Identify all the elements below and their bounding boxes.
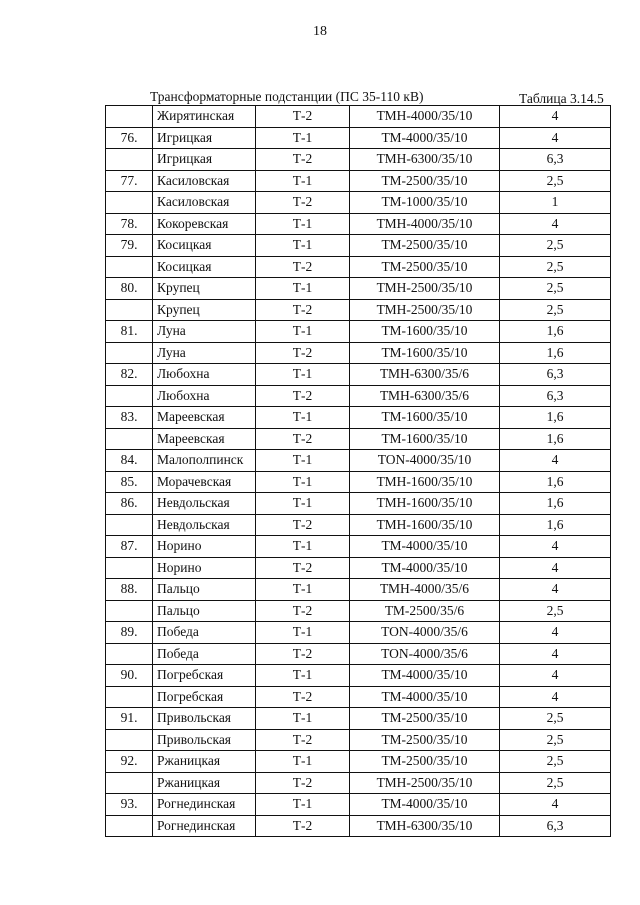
row-number-cell bbox=[106, 815, 153, 837]
row-number-cell bbox=[106, 600, 153, 622]
transformer-type-cell: ТМН-4000/35/10 bbox=[350, 213, 500, 235]
table-row bbox=[106, 665, 611, 687]
transformer-type-cell: ТМН-2500/35/10 bbox=[350, 772, 500, 794]
row-number-cell: 82. bbox=[106, 364, 153, 386]
transformer-type-cell: TON-4000/35/6 bbox=[350, 622, 500, 644]
row-number-cell bbox=[106, 686, 153, 708]
transformer-type-cell: ТМ-2500/35/10 bbox=[350, 256, 500, 278]
substation-name-cell: Норино bbox=[153, 536, 256, 558]
power-cell: 2,5 bbox=[500, 170, 611, 192]
transformer-type-cell: ТМ-2500/35/10 bbox=[350, 235, 500, 257]
substation-name-cell: Любохна bbox=[153, 385, 256, 407]
table-row bbox=[106, 686, 611, 708]
transformer-id-cell: Т-1 bbox=[256, 235, 350, 257]
row-number-cell: 78. bbox=[106, 213, 153, 235]
row-number-cell: 81. bbox=[106, 321, 153, 343]
table-row bbox=[106, 170, 611, 192]
table-row bbox=[106, 600, 611, 622]
substation-name-cell: Мареевская bbox=[153, 428, 256, 450]
transformer-type-cell: ТМ-2500/35/10 bbox=[350, 751, 500, 773]
transformer-id-cell: Т-1 bbox=[256, 579, 350, 601]
transformer-type-cell: ТМ-1600/35/10 bbox=[350, 342, 500, 364]
transformer-type-cell: ТМН-6300/35/10 bbox=[350, 149, 500, 171]
power-cell: 4 bbox=[500, 213, 611, 235]
row-number-cell bbox=[106, 192, 153, 214]
substation-name-cell: Луна bbox=[153, 342, 256, 364]
transformer-id-cell: Т-2 bbox=[256, 428, 350, 450]
substation-name-cell: Игрицкая bbox=[153, 127, 256, 149]
substation-name-cell: Крупец bbox=[153, 278, 256, 300]
substation-name-cell: Игрицкая bbox=[153, 149, 256, 171]
transformer-id-cell: Т-2 bbox=[256, 299, 350, 321]
row-number-cell: 80. bbox=[106, 278, 153, 300]
transformer-type-cell: ТМ-4000/35/10 bbox=[350, 536, 500, 558]
table-row bbox=[106, 235, 611, 257]
transformer-type-cell: ТМ-1600/35/10 bbox=[350, 428, 500, 450]
table-row bbox=[106, 450, 611, 472]
table-row bbox=[106, 299, 611, 321]
transformer-type-cell: ТМ-1600/35/10 bbox=[350, 321, 500, 343]
power-cell: 1,6 bbox=[500, 471, 611, 493]
substation-name-cell: Привольская bbox=[153, 729, 256, 751]
row-number-cell: 88. bbox=[106, 579, 153, 601]
substation-table bbox=[105, 105, 611, 837]
transformer-type-cell: ТМ-1600/35/10 bbox=[350, 407, 500, 429]
transformer-type-cell: ТМ-2500/35/10 bbox=[350, 170, 500, 192]
power-cell: 2,5 bbox=[500, 235, 611, 257]
substation-name-cell: Касиловская bbox=[153, 170, 256, 192]
transformer-type-cell: ТМН-1600/35/10 bbox=[350, 514, 500, 536]
substation-name-cell: Касиловская bbox=[153, 192, 256, 214]
table-row bbox=[106, 342, 611, 364]
substation-name-cell: Пальцо bbox=[153, 600, 256, 622]
power-cell: 1,6 bbox=[500, 428, 611, 450]
power-cell: 4 bbox=[500, 622, 611, 644]
table-row bbox=[106, 407, 611, 429]
transformer-id-cell: Т-1 bbox=[256, 794, 350, 816]
power-cell: 4 bbox=[500, 643, 611, 665]
table-row bbox=[106, 536, 611, 558]
table-row bbox=[106, 385, 611, 407]
row-number-cell bbox=[106, 772, 153, 794]
power-cell: 4 bbox=[500, 794, 611, 816]
row-number-cell bbox=[106, 385, 153, 407]
transformer-id-cell: Т-2 bbox=[256, 729, 350, 751]
transformer-id-cell: Т-2 bbox=[256, 557, 350, 579]
transformer-id-cell: Т-1 bbox=[256, 622, 350, 644]
transformer-type-cell: ТМ-2500/35/10 bbox=[350, 729, 500, 751]
transformer-type-cell: ТМН-2500/35/10 bbox=[350, 278, 500, 300]
power-cell: 6,3 bbox=[500, 364, 611, 386]
transformer-id-cell: Т-1 bbox=[256, 213, 350, 235]
page-number: 18 bbox=[313, 24, 327, 39]
substation-name-cell: Косицкая bbox=[153, 256, 256, 278]
row-number-cell bbox=[106, 299, 153, 321]
row-number-cell bbox=[106, 557, 153, 579]
row-number-cell: 85. bbox=[106, 471, 153, 493]
substation-name-cell: Кокоревская bbox=[153, 213, 256, 235]
transformer-id-cell: Т-1 bbox=[256, 536, 350, 558]
substation-name-cell: Норино bbox=[153, 557, 256, 579]
transformer-type-cell: ТМ-1000/35/10 bbox=[350, 192, 500, 214]
transformer-id-cell: Т-2 bbox=[256, 256, 350, 278]
transformer-id-cell: Т-1 bbox=[256, 364, 350, 386]
power-cell: 1,6 bbox=[500, 407, 611, 429]
substation-name-cell: Крупец bbox=[153, 299, 256, 321]
power-cell: 6,3 bbox=[500, 815, 611, 837]
transformer-id-cell: Т-2 bbox=[256, 686, 350, 708]
substation-name-cell: Жирятинская bbox=[153, 106, 256, 128]
power-cell: 4 bbox=[500, 686, 611, 708]
substation-name-cell: Малополпинск bbox=[153, 450, 256, 472]
table-row bbox=[106, 708, 611, 730]
transformer-type-cell: ТМН-2500/35/10 bbox=[350, 299, 500, 321]
transformer-type-cell: ТМН-4000/35/6 bbox=[350, 579, 500, 601]
table-row bbox=[106, 815, 611, 837]
power-cell: 6,3 bbox=[500, 385, 611, 407]
transformer-type-cell: ТМН-1600/35/10 bbox=[350, 493, 500, 515]
power-cell: 2,5 bbox=[500, 729, 611, 751]
power-cell: 2,5 bbox=[500, 256, 611, 278]
transformer-type-cell: ТМН-1600/35/10 bbox=[350, 471, 500, 493]
transformer-id-cell: Т-1 bbox=[256, 493, 350, 515]
power-cell: 1,6 bbox=[500, 493, 611, 515]
transformer-type-cell: TON-4000/35/10 bbox=[350, 450, 500, 472]
power-cell: 2,5 bbox=[500, 751, 611, 773]
table-row bbox=[106, 729, 611, 751]
power-cell: 2,5 bbox=[500, 299, 611, 321]
power-cell: 6,3 bbox=[500, 149, 611, 171]
substation-name-cell: Ржаницкая bbox=[153, 772, 256, 794]
transformer-id-cell: Т-2 bbox=[256, 772, 350, 794]
transformer-type-cell: ТМН-6300/35/6 bbox=[350, 364, 500, 386]
table-row bbox=[106, 557, 611, 579]
power-cell: 4 bbox=[500, 557, 611, 579]
transformer-type-cell: ТМ-4000/35/10 bbox=[350, 127, 500, 149]
substation-name-cell: Морачевская bbox=[153, 471, 256, 493]
table-caption: Трансформаторные подстанции (ПС 35-110 кВ) bbox=[150, 89, 424, 104]
substation-name-cell: Победа bbox=[153, 643, 256, 665]
power-cell: 4 bbox=[500, 127, 611, 149]
row-number-cell bbox=[106, 149, 153, 171]
substation-name-cell: Погребская bbox=[153, 686, 256, 708]
power-cell: 4 bbox=[500, 579, 611, 601]
transformer-id-cell: Т-2 bbox=[256, 815, 350, 837]
table-row bbox=[106, 643, 611, 665]
table-row bbox=[106, 149, 611, 171]
row-number-cell: 77. bbox=[106, 170, 153, 192]
transformer-type-cell: ТМН-6300/35/6 bbox=[350, 385, 500, 407]
table-row bbox=[106, 321, 611, 343]
table-row bbox=[106, 256, 611, 278]
transformer-type-cell: ТМ-4000/35/10 bbox=[350, 794, 500, 816]
row-number-cell: 79. bbox=[106, 235, 153, 257]
transformer-type-cell: ТМН-6300/35/10 bbox=[350, 815, 500, 837]
row-number-cell bbox=[106, 342, 153, 364]
transformer-type-cell: ТМН-4000/35/10 bbox=[350, 106, 500, 128]
table-row bbox=[106, 471, 611, 493]
row-number-cell: 86. bbox=[106, 493, 153, 515]
transformer-id-cell: Т-1 bbox=[256, 407, 350, 429]
power-cell: 4 bbox=[500, 536, 611, 558]
transformer-type-cell: ТМ-4000/35/10 bbox=[350, 557, 500, 579]
row-number-cell bbox=[106, 729, 153, 751]
table-row bbox=[106, 428, 611, 450]
transformer-id-cell: Т-1 bbox=[256, 450, 350, 472]
row-number-cell: 91. bbox=[106, 708, 153, 730]
table-row bbox=[106, 192, 611, 214]
transformer-id-cell: Т-1 bbox=[256, 471, 350, 493]
row-number-cell bbox=[106, 106, 153, 128]
transformer-type-cell: ТМ-4000/35/10 bbox=[350, 665, 500, 687]
power-cell: 2,5 bbox=[500, 600, 611, 622]
substation-name-cell: Мареевская bbox=[153, 407, 256, 429]
substation-name-cell: Луна bbox=[153, 321, 256, 343]
table-row bbox=[106, 106, 611, 128]
power-cell: 1,6 bbox=[500, 321, 611, 343]
table-row bbox=[106, 772, 611, 794]
row-number-cell: 90. bbox=[106, 665, 153, 687]
transformer-type-cell: ТМ-4000/35/10 bbox=[350, 686, 500, 708]
substation-name-cell: Любохна bbox=[153, 364, 256, 386]
row-number-cell: 89. bbox=[106, 622, 153, 644]
transformer-id-cell: Т-1 bbox=[256, 751, 350, 773]
transformer-type-cell: TON-4000/35/6 bbox=[350, 643, 500, 665]
substation-name-cell: Невдольская bbox=[153, 493, 256, 515]
transformer-id-cell: Т-1 bbox=[256, 665, 350, 687]
transformer-id-cell: Т-2 bbox=[256, 106, 350, 128]
transformer-id-cell: Т-1 bbox=[256, 170, 350, 192]
row-number-cell bbox=[106, 428, 153, 450]
substation-name-cell: Привольская bbox=[153, 708, 256, 730]
table-row bbox=[106, 278, 611, 300]
power-cell: 1,6 bbox=[500, 514, 611, 536]
power-cell: 2,5 bbox=[500, 772, 611, 794]
substation-name-cell: Косицкая bbox=[153, 235, 256, 257]
table-row bbox=[106, 364, 611, 386]
power-cell: 4 bbox=[500, 450, 611, 472]
row-number-cell: 92. bbox=[106, 751, 153, 773]
substation-name-cell: Рогнединская bbox=[153, 815, 256, 837]
row-number-cell: 83. bbox=[106, 407, 153, 429]
power-cell: 1 bbox=[500, 192, 611, 214]
transformer-id-cell: Т-2 bbox=[256, 600, 350, 622]
row-number-cell bbox=[106, 514, 153, 536]
transformer-id-cell: Т-2 bbox=[256, 514, 350, 536]
transformer-id-cell: Т-2 bbox=[256, 342, 350, 364]
table-row bbox=[106, 213, 611, 235]
row-number-cell: 76. bbox=[106, 127, 153, 149]
substation-name-cell: Ржаницкая bbox=[153, 751, 256, 773]
table-row bbox=[106, 579, 611, 601]
row-number-cell: 84. bbox=[106, 450, 153, 472]
row-number-cell: 93. bbox=[106, 794, 153, 816]
substation-name-cell: Погребская bbox=[153, 665, 256, 687]
table-body bbox=[106, 106, 611, 837]
table-row bbox=[106, 751, 611, 773]
transformer-type-cell: ТМ-2500/35/10 bbox=[350, 708, 500, 730]
transformer-type-cell: ТМ-2500/35/6 bbox=[350, 600, 500, 622]
table-row bbox=[106, 493, 611, 515]
substation-name-cell: Рогнединская bbox=[153, 794, 256, 816]
transformer-id-cell: Т-2 bbox=[256, 385, 350, 407]
transformer-id-cell: Т-1 bbox=[256, 278, 350, 300]
power-cell: 4 bbox=[500, 106, 611, 128]
power-cell: 4 bbox=[500, 665, 611, 687]
power-cell: 2,5 bbox=[500, 278, 611, 300]
table-row bbox=[106, 127, 611, 149]
table-row bbox=[106, 514, 611, 536]
substation-name-cell: Пальцо bbox=[153, 579, 256, 601]
transformer-id-cell: Т-1 bbox=[256, 708, 350, 730]
transformer-id-cell: Т-2 bbox=[256, 192, 350, 214]
substation-name-cell: Победа bbox=[153, 622, 256, 644]
row-number-cell bbox=[106, 643, 153, 665]
transformer-id-cell: Т-2 bbox=[256, 149, 350, 171]
transformer-id-cell: Т-2 bbox=[256, 643, 350, 665]
table-row bbox=[106, 622, 611, 644]
row-number-cell: 87. bbox=[106, 536, 153, 558]
table-label: Таблица 3.14.5 bbox=[519, 91, 604, 106]
row-number-cell bbox=[106, 256, 153, 278]
transformer-id-cell: Т-1 bbox=[256, 321, 350, 343]
power-cell: 1,6 bbox=[500, 342, 611, 364]
substation-name-cell: Невдольская bbox=[153, 514, 256, 536]
power-cell: 2,5 bbox=[500, 708, 611, 730]
transformer-id-cell: Т-1 bbox=[256, 127, 350, 149]
table-row bbox=[106, 794, 611, 816]
